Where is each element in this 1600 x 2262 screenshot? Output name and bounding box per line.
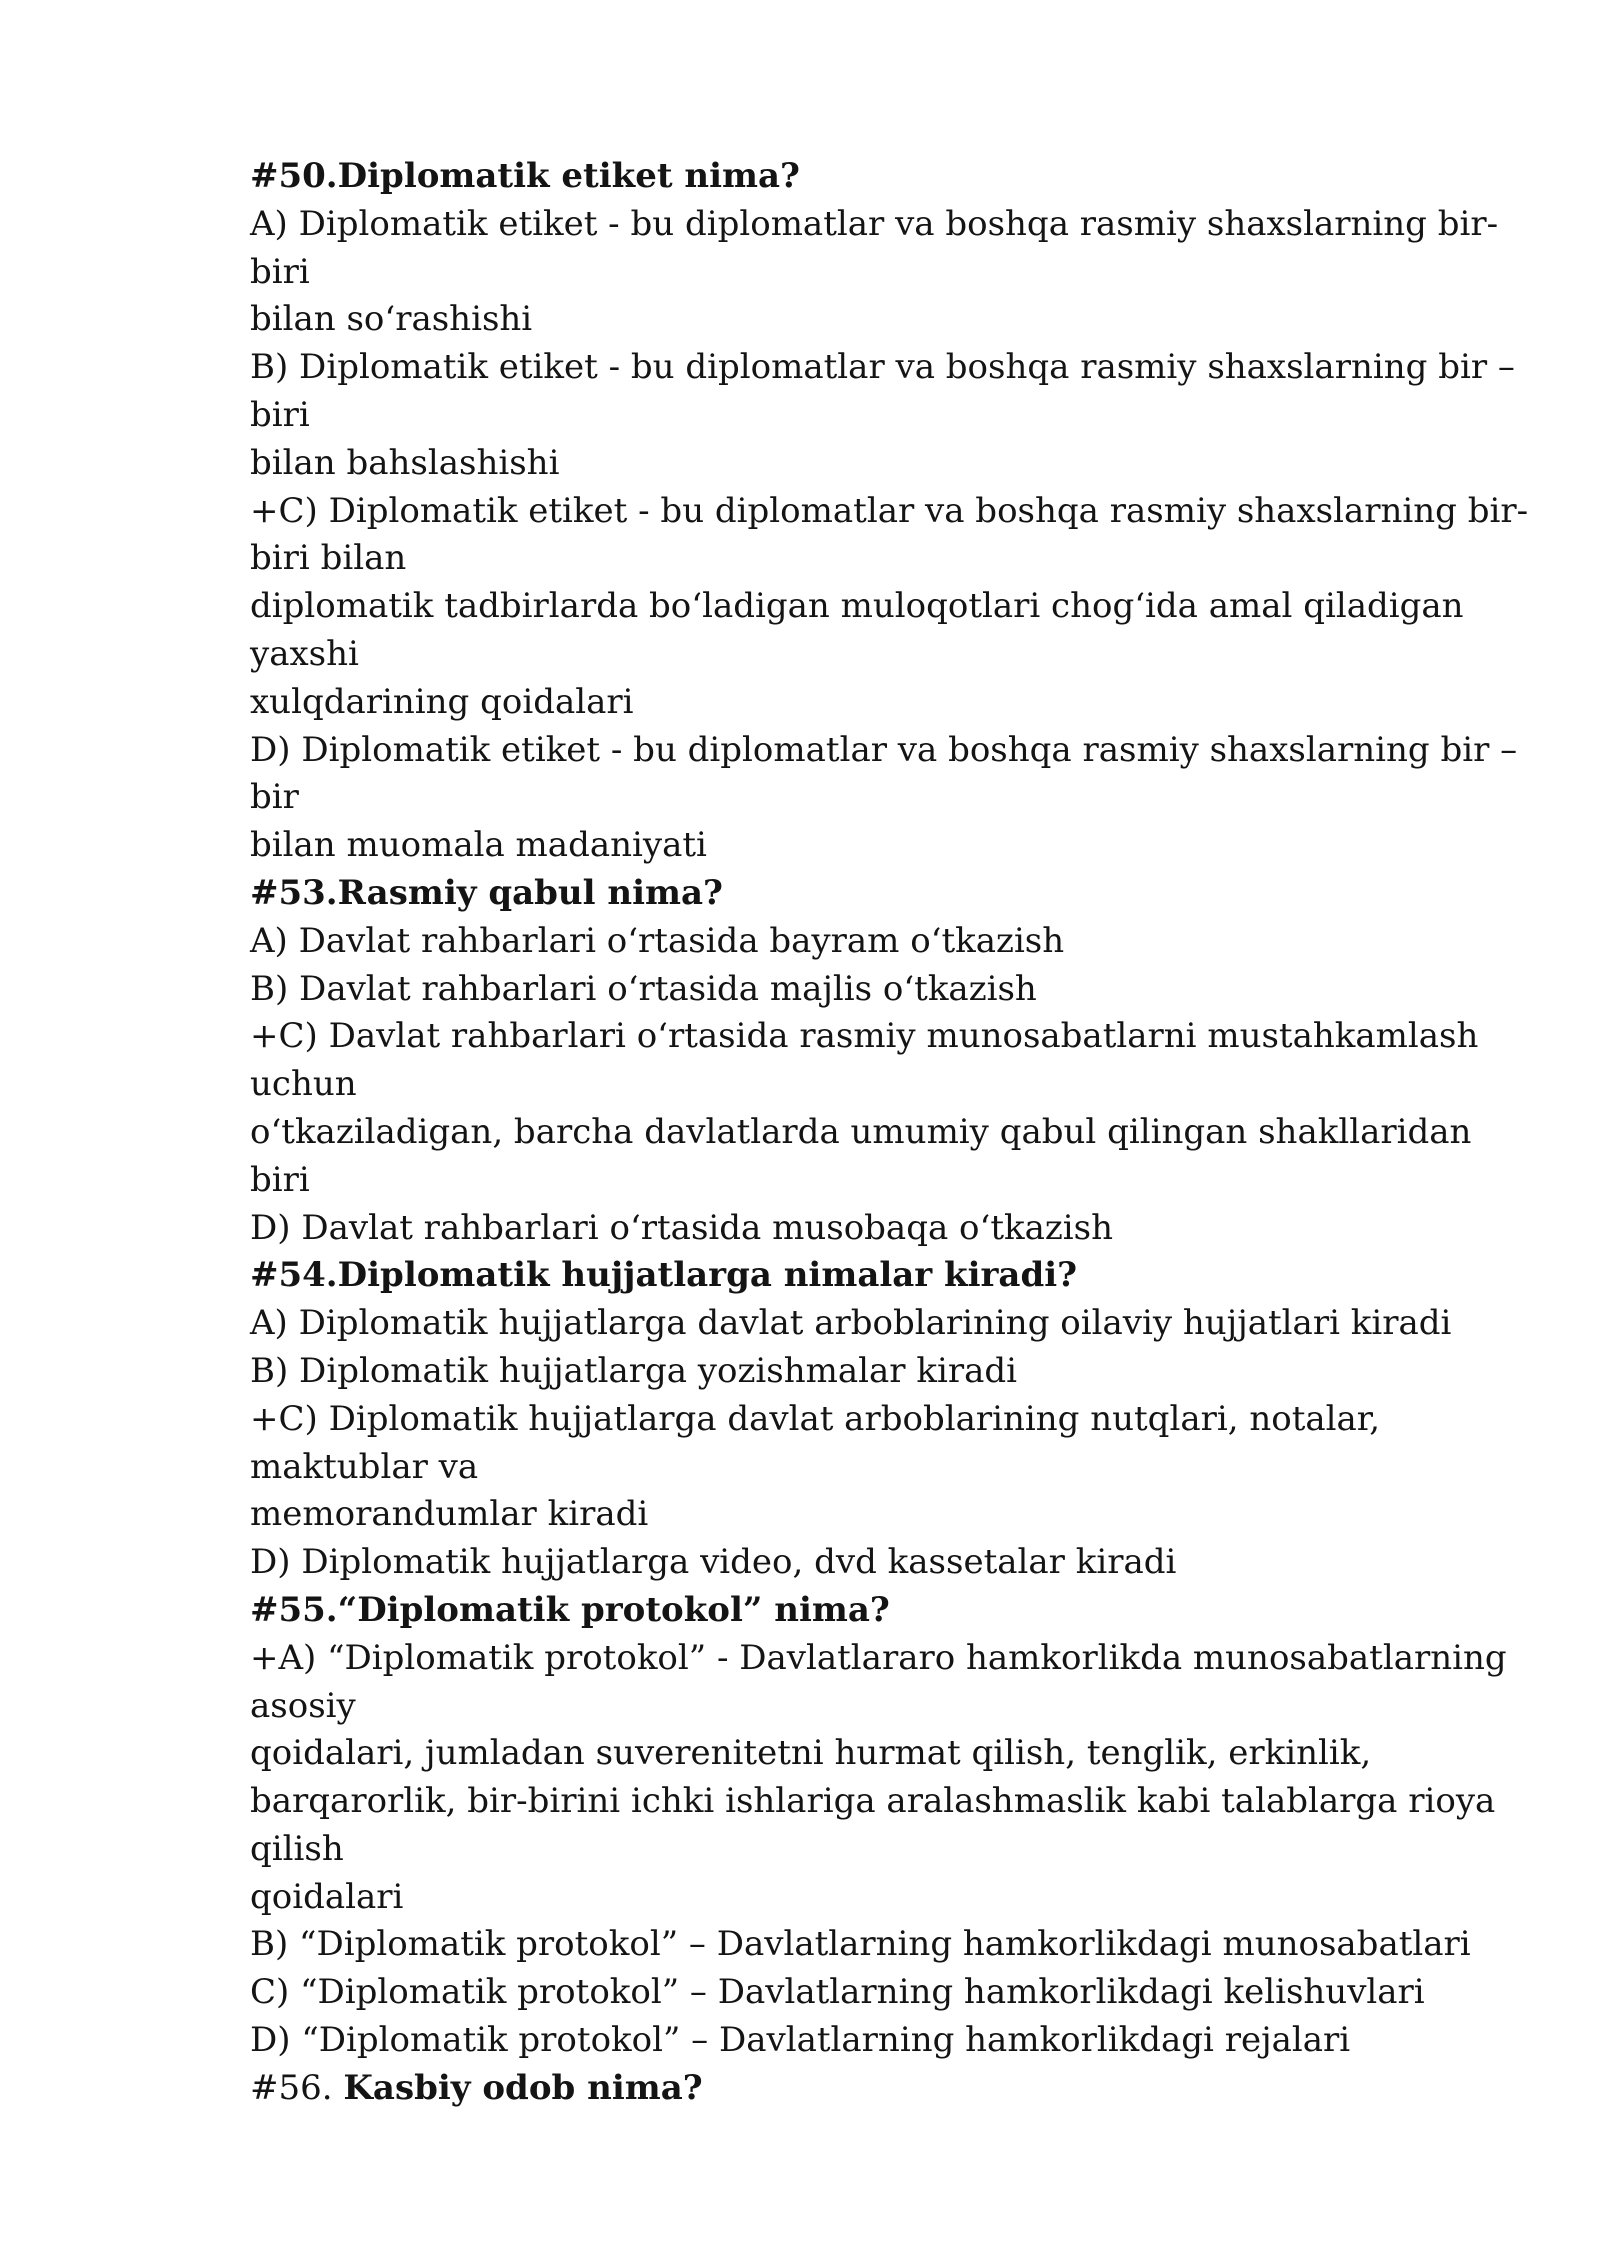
text-line: B) Davlat rahbarlari o‘rtasida majlis o‘tkazish	[250, 968, 1037, 1009]
text-line: B) “Diplomatik protokol” – Davlatlarning hamkorlikdagi munosabatlari	[250, 1924, 1471, 1965]
question-heading: #53.Rasmiy qabul nima?	[250, 872, 723, 913]
question-text: Kasbiy odob nima?	[343, 2067, 703, 2108]
text-line: D) “Diplomatik protokol” – Davlatlarning hamkorlikdagi rejalari	[250, 2020, 1351, 2061]
text-line: yaxshi	[250, 633, 359, 674]
text-line: biri	[250, 251, 310, 292]
text-line: bir	[250, 777, 299, 818]
document-text	[250, 153, 1529, 2113]
text-line: A) Davlat rahbarlari o‘rtasida bayram o‘tkazish	[250, 920, 1065, 961]
text-line: D) Diplomatik hujjatlarga video, dvd kassetalar kiradi	[250, 1542, 1177, 1583]
question-heading: #55.“Diplomatik protokol” nima?	[250, 1589, 890, 1630]
text-line: B) Diplomatik hujjatlarga yozishmalar kiradi	[250, 1350, 1017, 1391]
text-line: asosiy	[250, 1685, 356, 1726]
text-line: biri	[250, 1159, 310, 1200]
question-number: #56.	[250, 2067, 344, 2108]
text-line: memorandumlar kiradi	[250, 1494, 649, 1535]
question-heading: #54.Diplomatik hujjatlarga nimalar kiradi?	[250, 1255, 1078, 1296]
text-line: +C) Diplomatik etiket - bu diplomatlar va boshqa rasmiy shaxslarning bir-	[250, 490, 1529, 531]
text-line: bilan bahslashishi	[250, 442, 560, 483]
text-line: qilish	[250, 1828, 344, 1869]
text-line: diplomatik tadbirlarda bo‘ladigan muloqotlari chog‘ida amal qiladigan	[250, 586, 1464, 627]
text-line: +C) Davlat rahbarlari o‘rtasida rasmiy munosabatlarni mustahkamlash	[250, 1016, 1479, 1057]
text-line: bilan so‘rashishi	[250, 299, 533, 340]
text-line: qoidalari	[250, 1876, 404, 1917]
question-heading: #50.Diplomatik etiket nima?	[250, 156, 800, 196]
text-line: bilan muomala madaniyati	[250, 825, 707, 866]
text-line: A) Diplomatik etiket - bu diplomatlar va boshqa rasmiy shaxslarning bir-	[250, 203, 1499, 244]
text-line: D) Diplomatik etiket - bu diplomatlar va boshqa rasmiy shaxslarning bir –	[250, 729, 1518, 770]
text-line: D) Davlat rahbarlari o‘rtasida musobaqa o‘tkazish	[250, 1207, 1113, 1248]
text-line: C) “Diplomatik protokol” – Davlatlarning hamkorlikdagi kelishuvlari	[250, 1972, 1425, 2013]
text-line: +A) “Diplomatik protokol” - Davlatlararo hamkorlikda munosabatlarning	[250, 1637, 1507, 1678]
text-line: +C) Diplomatik hujjatlarga davlat arboblarining nutqlari, notalar,	[250, 1398, 1381, 1439]
text-line: qoidalari, jumladan suverenitetni hurmat qilish, tenglik, erkinlik,	[250, 1733, 1372, 1774]
text-line: barqarorlik, bir-birini ichki ishlariga aralashmaslik kabi talablarga rioya	[250, 1781, 1496, 1822]
text-line: B) Diplomatik etiket - bu diplomatlar va boshqa rasmiy shaxslarning bir –	[250, 347, 1515, 388]
text-line: biri	[250, 394, 310, 435]
question-heading	[250, 2065, 1480, 2113]
text-line: maktublar va	[250, 1446, 479, 1487]
text-line: biri bilan	[250, 538, 407, 579]
text-line: uchun	[250, 1064, 357, 1105]
text-line: xulqdarining qoidalari	[250, 681, 634, 722]
text-line: o‘tkaziladigan, barcha davlatlarda umumiy qabul qilingan shakllaridan	[250, 1111, 1472, 1152]
text-line: A) Diplomatik hujjatlarga davlat arboblarining oilaviy hujjatlari kiradi	[250, 1303, 1452, 1344]
